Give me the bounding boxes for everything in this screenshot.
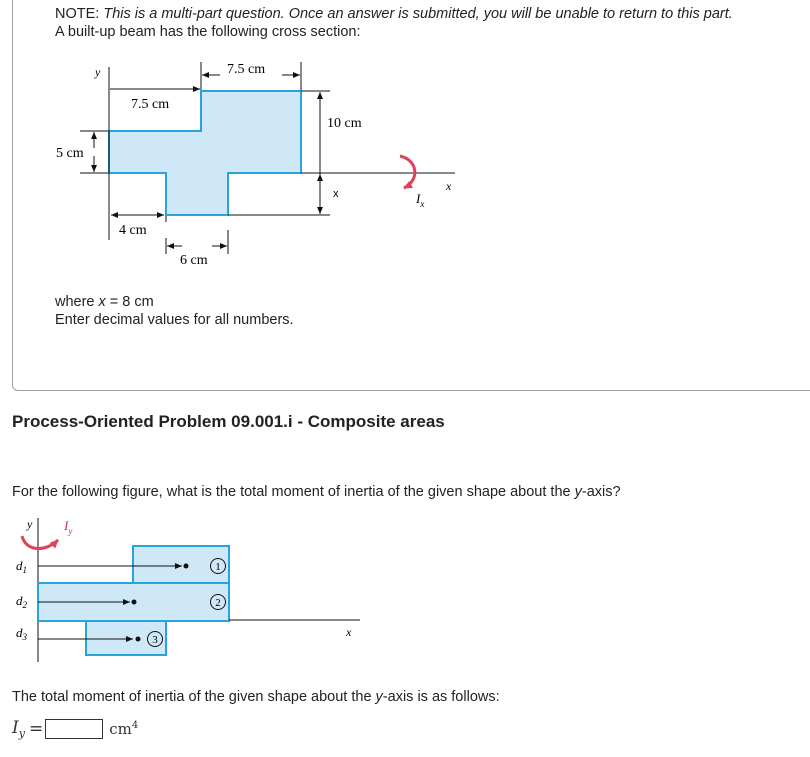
svg-text:1: 1 <box>215 561 221 573</box>
cross-section-figure <box>50 55 470 280</box>
dim-bottom-left: 4 cm <box>119 223 147 238</box>
moment-of-inertia-input[interactable] <box>45 719 103 739</box>
composite-areas-figure <box>10 512 370 662</box>
answer-unit: $cm^4$ <box>109 720 139 738</box>
dim-height: 10 cm <box>327 116 362 131</box>
moment-iy-label: $I_y$ <box>64 518 73 536</box>
problem-title: Process-Oriented Problem 09.001.i - Composite areas <box>12 412 445 431</box>
dim-stem-width: 6 cm <box>180 253 208 268</box>
svg-text:3: 3 <box>152 634 158 646</box>
fig2-x-label: x <box>346 625 352 639</box>
given-values: where x = 8 cm Enter decimal values for all numbers. <box>55 294 294 328</box>
note-text: NOTE: This is a multi-part question. Once an answer is submitted, you will be unable to return to this part. A built-up beam has the following cross section: <box>55 6 733 40</box>
result-text: The total moment of inertia of the given shape about the y-axis is as follows: <box>12 689 500 705</box>
answer-row <box>12 716 138 742</box>
fig2-y-label: y <box>27 517 33 531</box>
dim-left-width: 7.5 cm <box>131 97 170 112</box>
fig1-y-label: y <box>95 65 101 79</box>
d3-label: $d_3$ <box>16 625 27 642</box>
answer-label: $I_y$ <box>12 718 25 740</box>
dim-left-height: 5 cm <box>56 146 84 161</box>
svg-text:2: 2 <box>215 597 221 609</box>
moment-ix-arrow <box>400 156 415 188</box>
dim-top-width: 7.5 cm <box>227 62 266 77</box>
question-text: For the following figure, what is the total moment of inertia of the given shape about the y-axis? <box>12 484 621 500</box>
moment-iy-arrow <box>22 536 58 549</box>
equals-sign: = <box>28 719 44 739</box>
d2-label: $d_2$ <box>16 593 27 610</box>
dim-centroid-x: x <box>333 188 339 200</box>
d1-label: $d_1$ <box>16 558 27 575</box>
fig1-x-label: x <box>446 179 452 193</box>
moment-ix-label: $I_x$ <box>416 191 425 209</box>
